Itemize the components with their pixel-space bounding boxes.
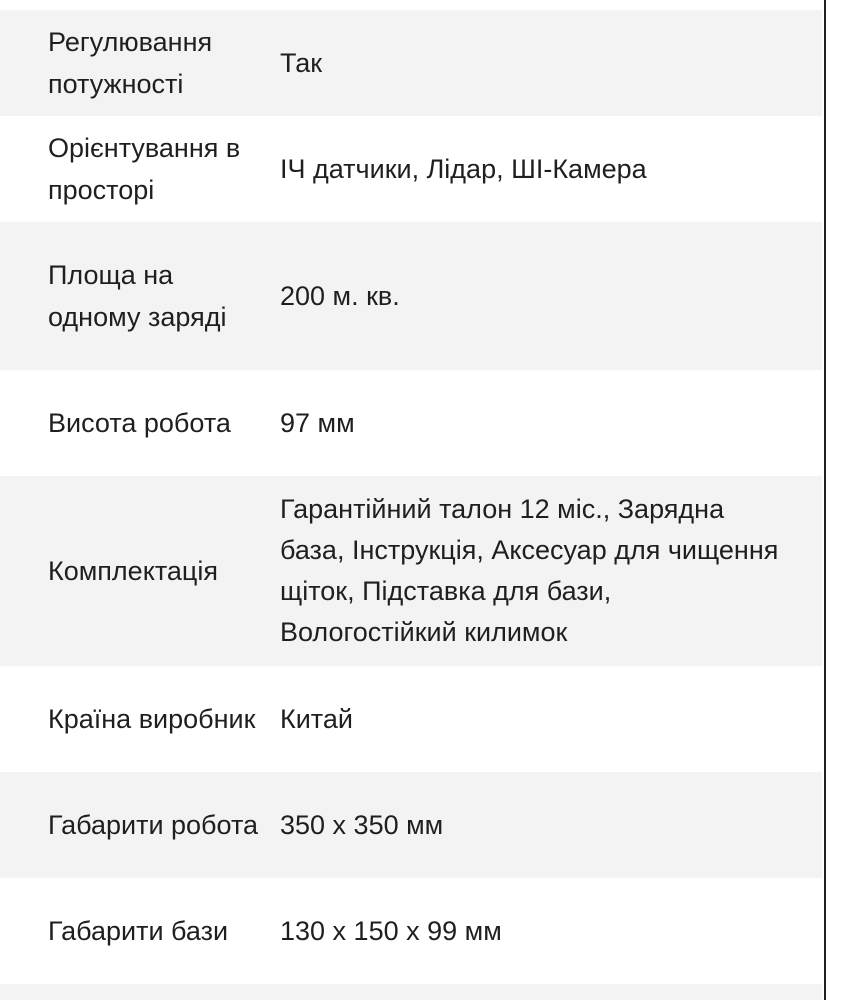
spec-value: 350 x 350 мм [280,809,444,840]
spec-label: Орієнтування в просторі [48,133,241,205]
spec-row-area-per-charge [0,222,822,370]
spec-value: ІЧ датчики, Лідар, ШІ-Камера [280,153,647,184]
spec-value: Китай [280,703,353,734]
spec-row-robot-dimensions [0,772,822,878]
spec-row-package-contents [0,476,822,666]
spec-row-robot-height [0,370,822,476]
spec-row-country [0,666,822,772]
spec-label: Країна виробник [48,704,256,734]
spec-label: Габарити робота [48,810,259,840]
spec-label: Комплектація [48,556,218,586]
spec-label: Регулювання потужності [48,27,213,99]
spec-row-power-regulation [0,10,822,116]
spec-row-partial-bottom [0,984,822,1000]
spec-value: 97 мм [280,407,355,438]
scrollbar-line [824,0,826,1000]
spec-value: 130 x 150 x 99 мм [280,915,502,946]
spec-value: Гарантійний талон 12 міс., Зарядна база, Інструкція, Аксесуар для чищення щіток, Підставка для бази, Вологостійкий килимок [280,494,779,647]
spec-row-orientation [0,116,822,222]
scrollbar[interactable] [822,0,842,1000]
spec-label: Висота робота [48,408,231,438]
spec-row-partial-top [0,0,822,10]
spec-label: Габарити бази [48,916,229,946]
spec-row-base-dimensions [0,878,822,984]
spec-value: Так [280,47,323,78]
spec-label: Площа на одному заряді [48,260,227,332]
spec-value: 200 м. кв. [280,280,400,311]
